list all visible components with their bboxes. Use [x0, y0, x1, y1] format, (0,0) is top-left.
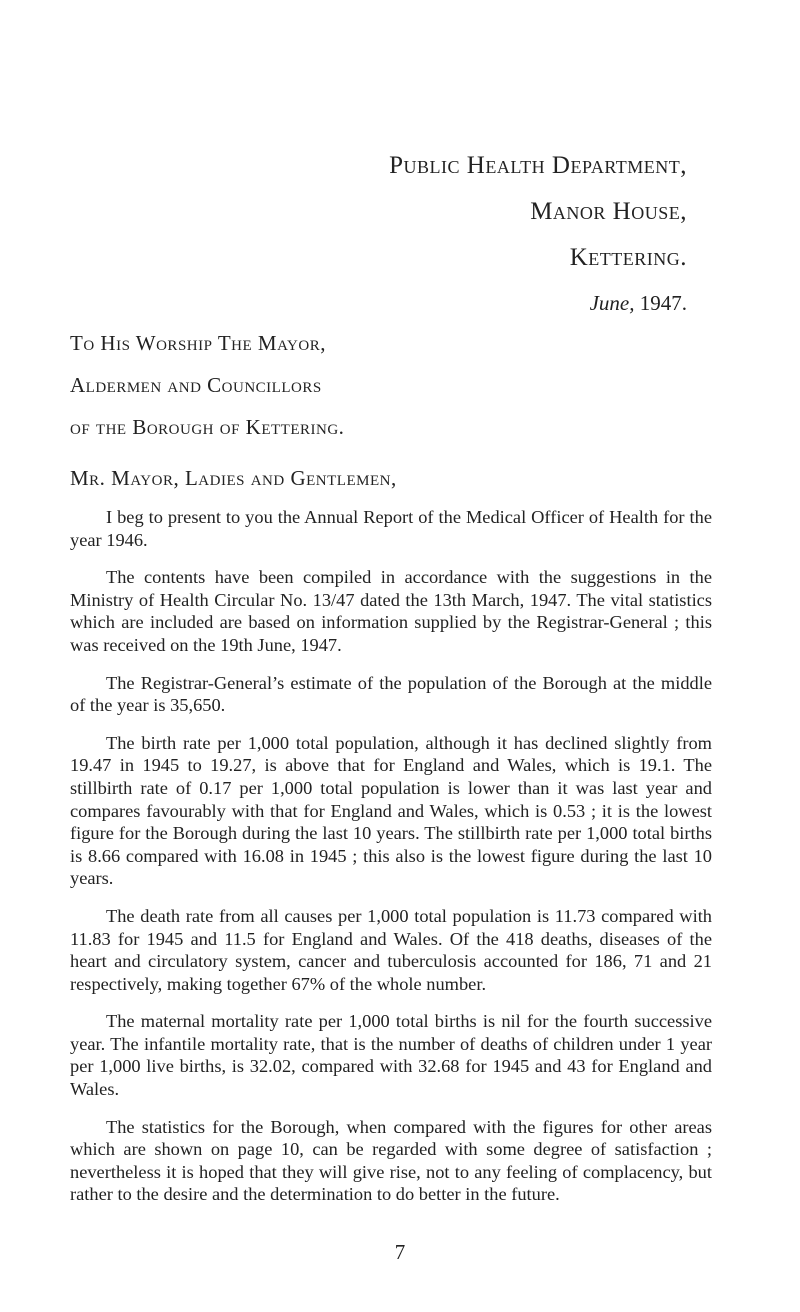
sender-building: Manor House,	[530, 198, 687, 225]
paragraph-conclusion: The statistics for the Borough, when compared with the figures for other areas which are shown on page 10, can be regarded with some degree of satisfaction ; nevertheless it is hoped that they will give rise, not to any feeling of complacency, but rather to the desire and the determination to do better in the future.	[70, 1116, 712, 1205]
paragraph-mortality: The maternal mortality rate per 1,000 total births is nil for the fourth successive year. The infantile mortality rate, that is the number of deaths of children under 1 year per 1,000 live births, is 32.02, compared with 32.68 for 1945 and 43 for England and Wales.	[70, 1011, 712, 1100]
recipient-line-2: Aldermen and Councillors	[70, 373, 322, 397]
recipient-line-3: of the Borough of Kettering.	[70, 415, 345, 439]
letter-date-month: June,	[589, 291, 635, 315]
letter-body	[70, 506, 712, 1221]
paragraph-contents: The contents have been compiled in accordance with the suggestions in the Ministry of Health Circular No. 13/47 dated the 13th March, 1947. The vital statistics which are included are based on information supplied by the Registrar-General ; this was received on the 19th June, 1947.	[70, 567, 712, 655]
sender-town: Kettering.	[569, 244, 687, 271]
letter-date-year: 1947.	[639, 291, 687, 315]
page-number: 7	[394, 1240, 406, 1264]
paragraph-death-rate: The death rate from all causes per 1,000 total population is 11.73 compared with 11.83 for 1945 and 11.5 for England and Wales. Of the 418 deaths, diseases of the heart and circulatory system, cancer and tuberculosis accounted for 186, 71 and 21 respectively, making together 67% of the whole number.	[70, 905, 712, 994]
recipient-line-1: To His Worship The Mayor,	[70, 331, 326, 355]
sender-department: Public Health Department,	[389, 152, 687, 179]
letter-date	[590, 285, 687, 321]
paragraph-intro: I beg to present to you the Annual Report of the Medical Officer of Health for the year 1946.	[70, 507, 712, 550]
paragraph-birth-rate: The birth rate per 1,000 total population, although it has declined slightly from 19.47 in 1945 to 19.27, is above that for England and Wales, which is 19.1. The stillbirth rate of 0.17 per 1,000 total population is lower than it was last year and compares favourably with that for England and Wales, which is 0.53 ; it is the lowest figure for the Borough during the last 10 years. The stillbirth rate per 1,000 total births is 8.66 compared with 16.08 in 1945 ; this also is the lowest figure during the last 10 years.	[70, 732, 712, 889]
paragraph-population: The Registrar-General’s estimate of the population of the Borough at the middle of the year is 35,650.	[70, 672, 712, 716]
salutation: Mr. Mayor, Ladies and Gentlemen,	[70, 466, 397, 490]
